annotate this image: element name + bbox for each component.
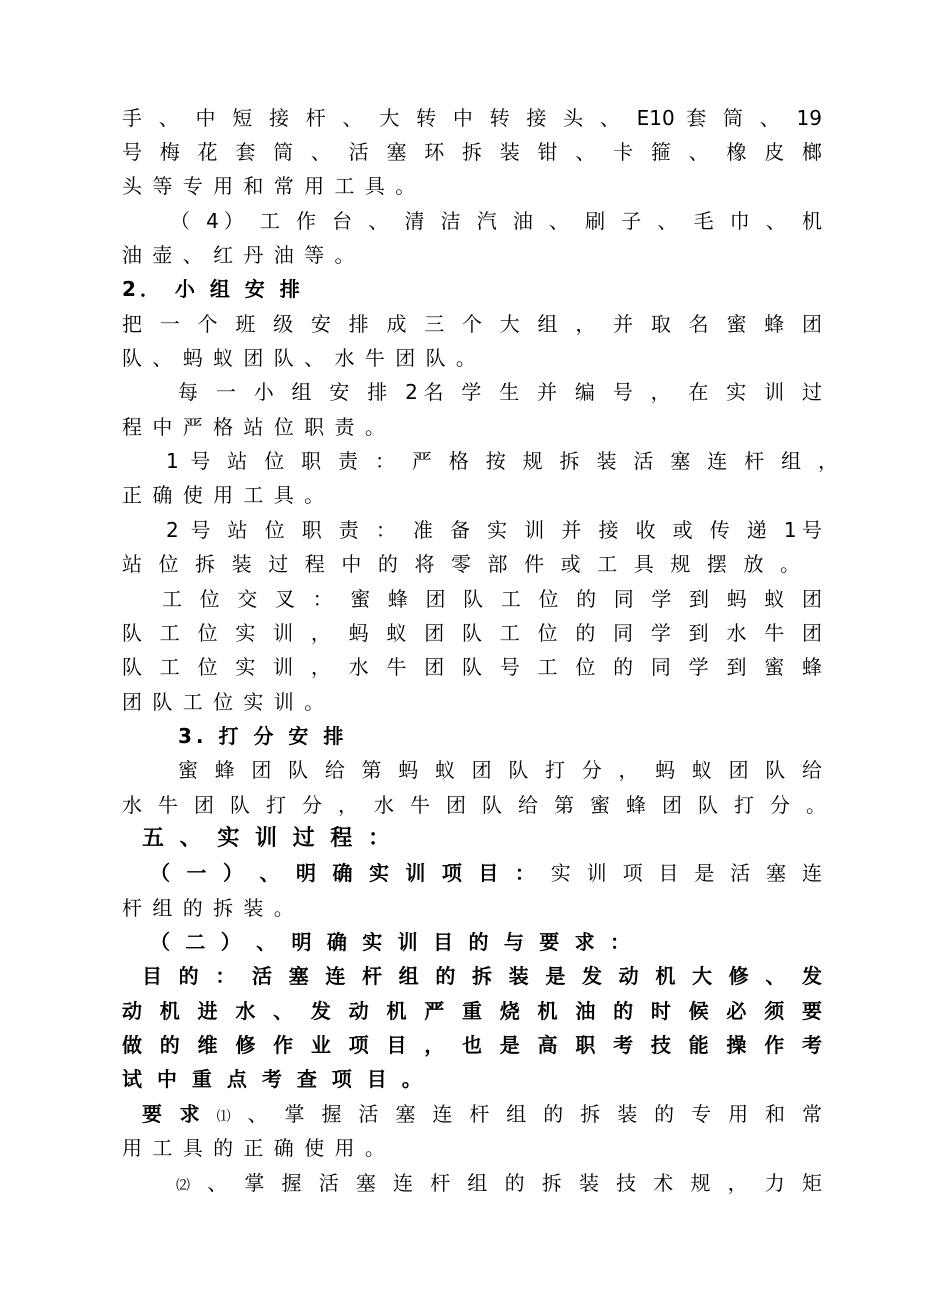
text-line: 2 号 站 位 职 责 ： 准 备 实 训 并 接 收 或 传 递 1号 (166, 518, 822, 542)
text-line: 号 梅 花 套 筒 、 活 塞 环 拆 装 钳 、 卡 箍 、 橡 皮 榔 (122, 140, 822, 164)
text-line: 1 号 站 位 职 责 ： 严 格 按 规 拆 装 活 塞 连 杆 组 ， (166, 449, 838, 473)
text-line (142, 1097, 822, 1131)
item-number: ⑵ (176, 1178, 196, 1194)
text-line: 头 等 专 用 和 常 用 工 具 。 (122, 174, 418, 198)
bold-line: 试 中 重 点 考 查 项 目 。 (122, 1067, 426, 1091)
text-line: 站 位 拆 装 过 程 中 的 将 零 部 件 或 工 具 规 摆 放 。 (122, 552, 800, 576)
text-line: 水 牛 团 队 打 分 ， 水 牛 团 队 给 第 蜜 蜂 团 队 打 分 。 (122, 793, 826, 817)
text-line: 油 壶 、 红 丹 油 等 。 (122, 243, 357, 267)
text-line: 用 工 具 的 正 确 使 用 。 (122, 1136, 387, 1160)
text-line: 蜜 蜂 团 队 给 第 蚂 蚁 团 队 打 分 ， 蚂 蚁 团 队 给 (178, 758, 822, 782)
section-heading: 3. 打 分 安 排 (178, 724, 348, 748)
subheading: （ 二 ） 、 明 确 实 训 目 的 与 要 求 ： (150, 930, 630, 954)
subheading-rest: 实 训 项 目 是 活 塞 连 (539, 861, 822, 885)
text-line: 手 、 中 短 接 杆 、 大 转 中 转 接 头 、 E10 套 筒 、 19 (122, 106, 822, 130)
text-line: 队 工 位 实 训 ， 蚂 蚁 团 队 工 位 的 同 学 到 水 牛 团 (122, 621, 822, 645)
text-line (176, 1166, 822, 1200)
requirement-label: 要 求 (142, 1102, 205, 1126)
text-line: 团 队 工 位 实 训 。 (122, 690, 327, 714)
requirement-text: 、 掌 握 活 塞 连 杆 组 的 拆 装 的 专 用 和 常 (235, 1102, 823, 1126)
text-line: （ 4） 工 作 台 、 清 洁 汽 油 、 刷 子 、 毛 巾 、 机 (170, 209, 822, 233)
bold-line: 做 的 维 修 作 业 项 目 ， 也 是 高 职 考 技 能 操 作 考 (122, 1033, 822, 1057)
bold-line: 目 的 ： 活 塞 连 杆 组 的 拆 装 是 发 动 机 大 修 、 发 (142, 964, 822, 988)
text-line: 程 中 严 格 站 位 职 责 。 (122, 415, 387, 439)
text-line: 杆 组 的 拆 装 。 (122, 896, 296, 920)
text-line: 正 确 使 用 工 具 。 (122, 483, 327, 507)
subheading-bold: （ 一 ） 、 明 确 实 训 项 目 ： (150, 861, 540, 885)
text-line: 每 一 小 组 安 排 2名 学 生 并 编 号 ， 在 实 训 过 (178, 380, 822, 404)
chapter-heading: 五 、 实 训 过 程 ： (142, 826, 394, 851)
bold-line: 动 机 进 水 、 发 动 机 严 重 烧 机 油 的 时 候 必 须 要 (122, 999, 822, 1023)
section-heading: 2． 小 组 安 排 (122, 277, 304, 301)
item-number: ⑴ (216, 1109, 236, 1125)
text-line: 工 位 交 叉 ： 蜜 蜂 团 队 工 位 的 同 学 到 蚂 蚁 团 (162, 587, 822, 611)
text-line: 把 一 个 班 级 安 排 成 三 个 大 组 ， 并 取 名 蜜 蜂 团 (122, 312, 822, 336)
text-line (150, 856, 822, 890)
text-line: 队 工 位 实 训 ， 水 牛 团 队 号 工 位 的 同 学 到 蜜 蜂 (122, 655, 822, 679)
requirement-text: 、 掌 握 活 塞 连 杆 组 的 拆 装 技 术 规 ， 力 矩 (195, 1171, 823, 1195)
text-line: 队 、 蚂 蚁 团 队 、 水 牛 团 队 。 (122, 346, 478, 370)
